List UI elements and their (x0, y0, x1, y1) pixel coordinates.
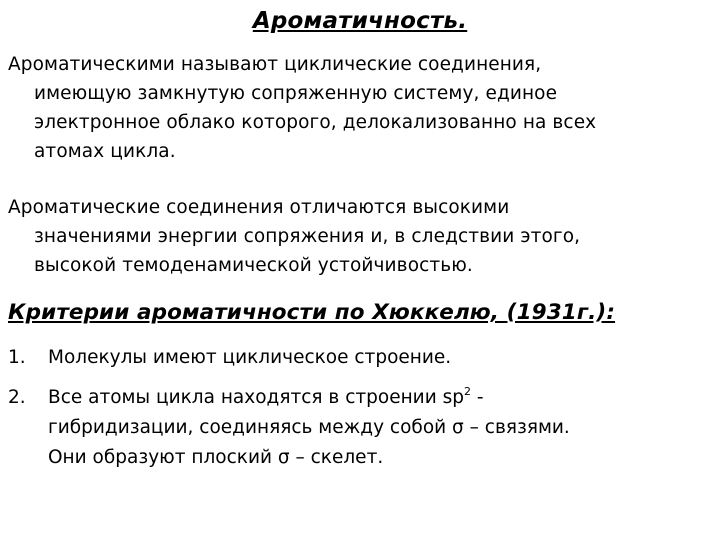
paragraph-line: высокой темоденамической устойчивостью. (34, 255, 473, 276)
criteria-item-1 (8, 343, 713, 373)
paragraph-line: значениями энергии сопряжения и, в следствии этого, (34, 226, 581, 247)
criteria-item-2 (8, 383, 713, 473)
paragraph-line: атомах цикла. (34, 141, 176, 162)
criteria-heading: Критерии ароматичности по Хюккелю, (1931г.): (8, 300, 616, 325)
list-number: 1. (8, 347, 26, 368)
list-item-continuation: гибридизации, соединяясь между собой σ – связями. (48, 417, 570, 438)
slide-title: Ароматичность. (252, 8, 468, 34)
list-item-text: Все атомы цикла находятся в строении sp (48, 387, 464, 408)
list-item-text: Молекулы имеют циклическое строение. (48, 347, 452, 368)
paragraph-line: имеющую замкнутую сопряженную систему, единое (34, 83, 558, 104)
definition-paragraph (8, 50, 713, 166)
paragraph-line: Ароматические соединения отличаются высокими (8, 197, 510, 218)
list-number: 2. (8, 387, 26, 408)
list-item-text: - (471, 387, 484, 408)
superscript: 2 (464, 385, 471, 398)
paragraph-line: электронное облако которого, делокализованно на всех (34, 112, 597, 133)
paragraph-line: Ароматическими называют циклические соединения, (8, 54, 542, 75)
properties-paragraph (8, 193, 713, 280)
list-item-continuation: Они образуют плоский σ – скелет. (48, 447, 384, 468)
